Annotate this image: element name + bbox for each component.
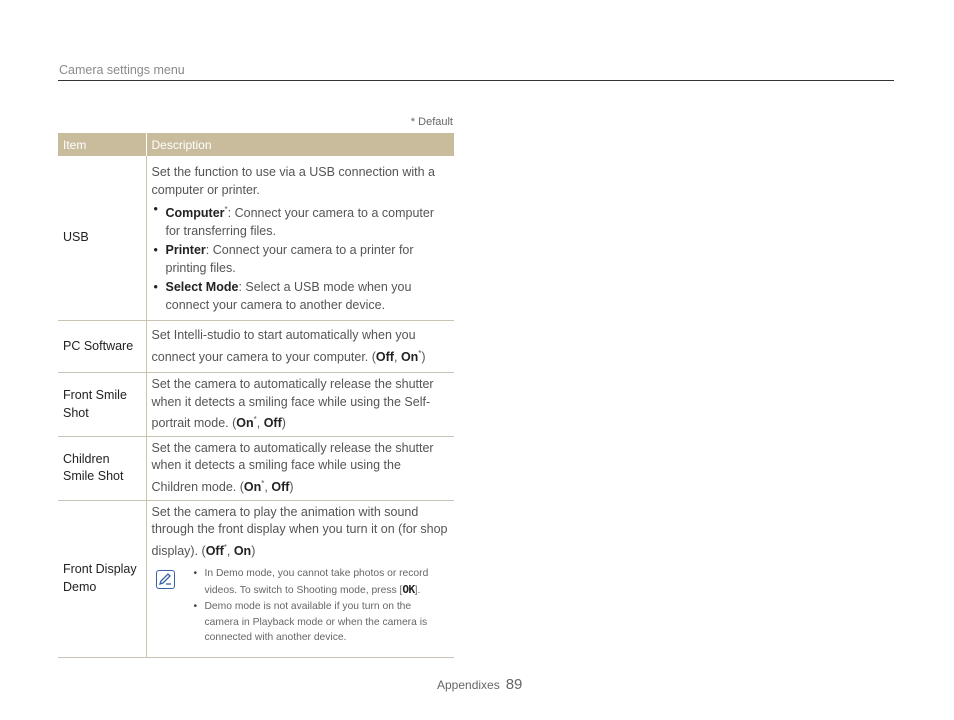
list-item bbox=[152, 242, 449, 277]
separator: , bbox=[264, 480, 272, 495]
separator: , bbox=[393, 349, 401, 364]
item-description bbox=[146, 321, 454, 373]
option-name: Printer bbox=[165, 243, 206, 258]
memo-pencil-icon bbox=[156, 570, 175, 589]
description-text: Set the camera to automatically release the shutter when it detects a smiling face while using the Self-portrait mode. ( bbox=[151, 377, 434, 431]
option-value: Off bbox=[263, 416, 282, 431]
section-title: Camera settings menu bbox=[59, 63, 185, 77]
option-name: Select Mode bbox=[165, 280, 239, 295]
option-value: Off bbox=[205, 543, 224, 558]
default-mark: * bbox=[224, 205, 228, 214]
item-description bbox=[146, 500, 454, 657]
default-mark: * bbox=[261, 478, 265, 488]
item-label: PC Software bbox=[58, 321, 146, 373]
note-box bbox=[152, 566, 449, 646]
table-row bbox=[58, 321, 454, 373]
closing-paren: ) bbox=[251, 543, 256, 558]
closing-paren: ) bbox=[421, 349, 426, 364]
footer-section-label: Appendixes bbox=[437, 678, 500, 692]
note-text: Demo mode is not available if you turn on the camera in Playback mode or when the camera is connected with another device. bbox=[204, 601, 428, 644]
option-value: On bbox=[400, 349, 419, 364]
list-item bbox=[194, 566, 449, 598]
item-description bbox=[146, 373, 454, 437]
column-header-description: Description bbox=[146, 133, 454, 156]
closing-paren: ) bbox=[289, 480, 294, 495]
page-footer bbox=[437, 676, 522, 694]
table-row bbox=[58, 156, 454, 321]
page-header bbox=[58, 62, 894, 81]
option-text: : Connect your camera to a computer for transferring files. bbox=[165, 206, 435, 238]
option-value: Off bbox=[271, 480, 290, 495]
description-text: Set the camera to play the animation with sound through the front display when you turn it on (for shop display). ( bbox=[151, 504, 448, 558]
page-number: 89 bbox=[505, 676, 523, 693]
default-mark: * bbox=[223, 542, 227, 552]
description-intro: Set the function to use via a USB connection with a computer or printer. bbox=[151, 165, 436, 197]
default-mark: * bbox=[253, 415, 257, 425]
separator: , bbox=[226, 543, 234, 558]
list-item bbox=[152, 201, 449, 240]
item-label: Children Smile Shot bbox=[58, 436, 146, 500]
list-item bbox=[194, 599, 449, 646]
table-row bbox=[58, 373, 454, 437]
settings-table bbox=[58, 133, 454, 658]
table-row bbox=[58, 436, 454, 500]
description-text-block bbox=[152, 504, 449, 561]
note-text-close: ]. bbox=[414, 584, 421, 596]
table-row bbox=[58, 500, 454, 657]
option-value: On bbox=[233, 543, 252, 558]
note-list bbox=[194, 566, 449, 646]
table-header-row bbox=[58, 133, 454, 156]
option-name: Computer bbox=[165, 206, 225, 221]
description-text: Set Intelli-studio to start automatically when you connect your camera to your computer. ( bbox=[151, 328, 416, 364]
option-text: : Connect your camera to a printer for printing files. bbox=[165, 243, 414, 275]
item-description bbox=[146, 436, 454, 500]
list-item bbox=[152, 279, 449, 314]
item-description bbox=[146, 156, 454, 321]
option-value: Off bbox=[375, 349, 394, 364]
closing-paren: ) bbox=[281, 416, 286, 431]
default-note: * Default bbox=[410, 116, 453, 128]
column-header-item: Item bbox=[58, 133, 146, 156]
option-value: On bbox=[236, 416, 254, 431]
note-text: In Demo mode, you cannot take photos or record videos. To switch to Shooting mode, press [ bbox=[204, 568, 429, 596]
item-label: Front Display Demo bbox=[58, 500, 146, 657]
option-value: On bbox=[243, 480, 262, 495]
item-label: Front Smile Shot bbox=[58, 373, 146, 437]
separator: , bbox=[256, 416, 264, 431]
default-mark: * bbox=[418, 348, 422, 358]
option-list bbox=[152, 201, 449, 314]
description-text: Set the camera to automatically release the shutter when it detects a smiling face while using the Children mode. ( bbox=[151, 440, 434, 495]
ok-button-symbol: OK bbox=[402, 582, 415, 596]
option-text: : Select a USB mode when you connect your camera to another device. bbox=[165, 280, 412, 312]
item-label: USB bbox=[58, 156, 146, 321]
